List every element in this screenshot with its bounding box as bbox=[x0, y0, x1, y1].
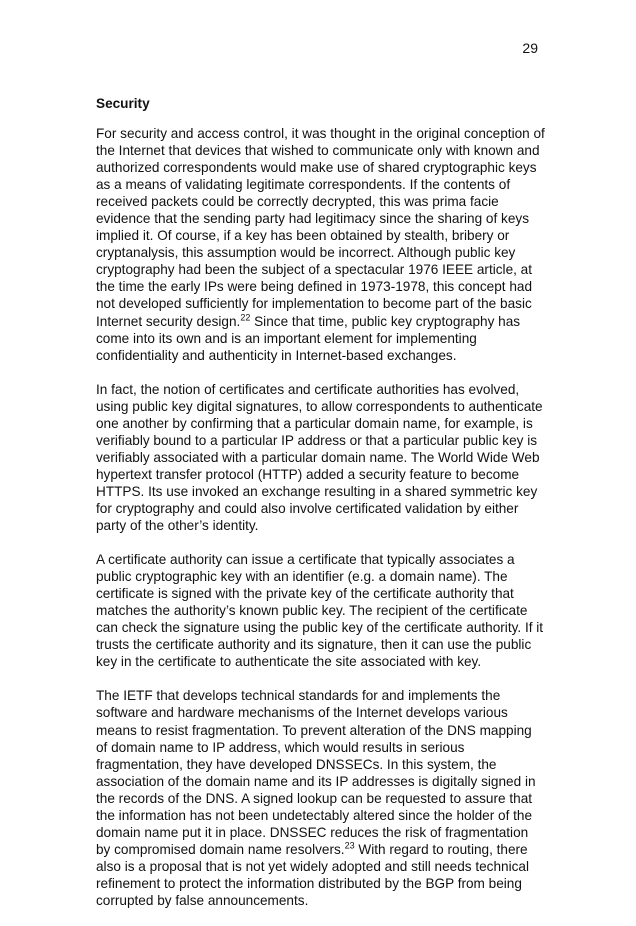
paragraph-text: A certificate authority can issue a certificate that typically associates a public cryptographic key with an identifier (e.g. a domain name). The certificate is signed with the private key of the certificate authority that matches the authority’s known public key. The recipient of the certificate can check the signature using the public key of the certificate authority. If it trusts the certificate authority and its signature, then it can use the public key in the certificate to authenticate the site associated with key. bbox=[96, 552, 544, 670]
paragraph-text: For security and access control, it was thought in the original conception of the Internet that devices that wished to communicate only with known and authorized correspondents would make use of shared cryptographic keys as a means of validating legitimate correspondents. If the contents of received packets could be correctly decrypted, this was prima facie evidence that the sending party had legitimacy since the sharing of keys implied it. Of course, if a key has been obtained by stealth, bribery or cryptanalysis, this assumption would be incorrect. Although public key cryptography had been the subject of a spectacular 1976 IEEE article, at the time the early IPs were being defined in 1973-1978, this concept had not developed sufficiently for implementation to become part of the basic Internet security design. bbox=[96, 126, 545, 329]
page-content bbox=[96, 95, 545, 926]
paragraph-text: Since that time, public key cryptography has come into its own and is an important element for implementing confidentiality and authenticity in Internet-based exchanges. bbox=[96, 313, 521, 363]
paragraph-text: With regard to routing, there also is a proposal that is not yet widely adopted and still needs technical refinement to protect the information distributed by the BGP from being corrupted by false announcements. bbox=[96, 841, 529, 908]
paragraph-text: In fact, the notion of certificates and certificate authorities has evolved, using public key digital signatures, to allow correspondents to authenticate one another by confirming that a particular domain name, for example, is verifiably bound to a particular IP address or that a particular public key is verifiably associated with a particular domain name. The World Wide Web hypertext transfer protocol (HTTP) added a security feature to become HTTPS. Its use invoked an exchange resulting in a shared symmetric key for cryptography and could also involve certificated validation by either party of the other’s identity. bbox=[96, 381, 543, 534]
paragraph-3 bbox=[96, 551, 545, 670]
footnote-marker[interactable]: 23 bbox=[344, 840, 355, 851]
paragraph-2 bbox=[96, 381, 545, 534]
section-heading: Security bbox=[96, 96, 150, 111]
paragraph-1 bbox=[96, 125, 545, 364]
page-number: 29 bbox=[522, 40, 538, 56]
paragraph-4 bbox=[96, 687, 545, 909]
paragraph-text: The IETF that develops technical standards for and implements the software and hardware mechanisms of the Internet develops various means to resist fragmentation. To prevent alteration of the DNS mapping of domain name to IP address, which would results in serious fragmentation, they have developed DNSSECs. In this system, the association of the domain name and its IP addresses is digitally signed in the records of the DNS. A signed lookup can be requested to assure that the information has not been undetectably altered since the holder of the domain name put it in place. DNSSEC reduces the risk of fragmentation by compromised domain name resolvers. bbox=[96, 688, 536, 857]
footnote-marker[interactable]: 22 bbox=[240, 311, 251, 322]
